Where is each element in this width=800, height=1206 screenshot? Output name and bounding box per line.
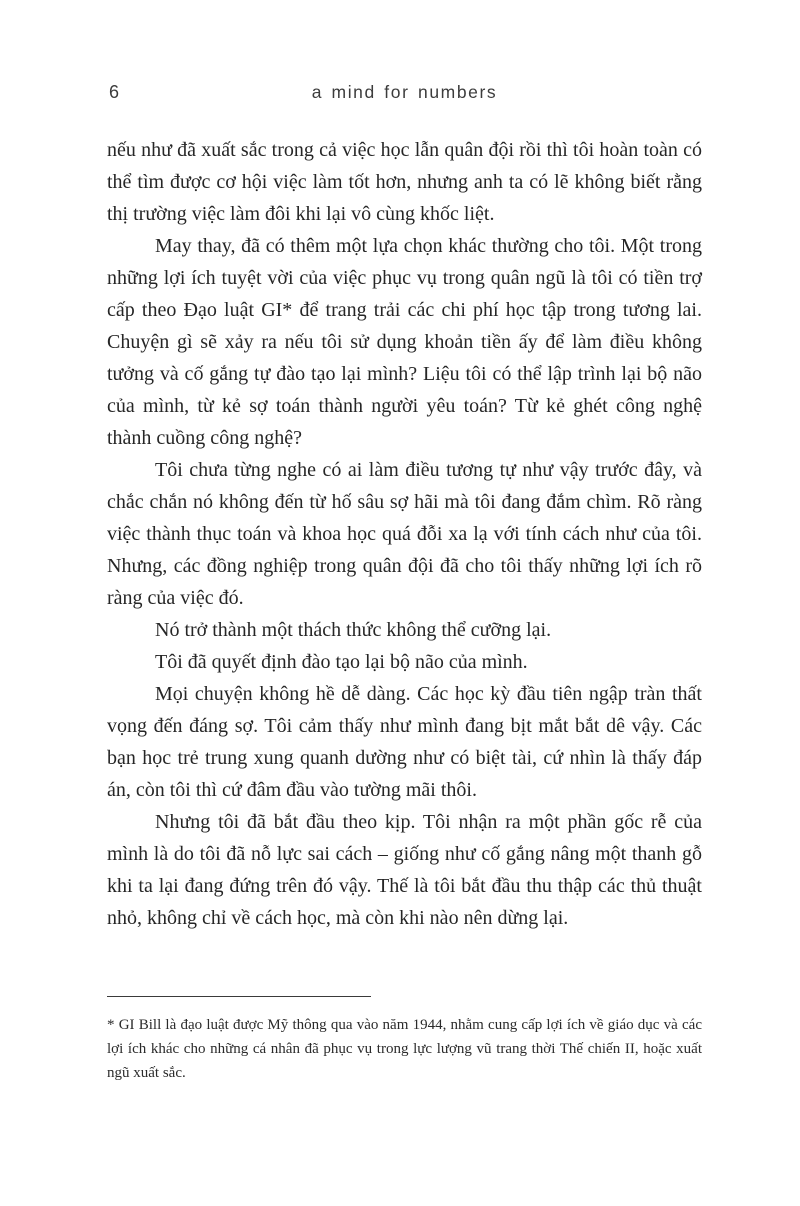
footnote-divider [107, 996, 371, 997]
body-paragraph: Mọi chuyện không hề dễ dàng. Các học kỳ đầu tiên ngập tràn thất vọng đến đáng sợ. Tôi cảm thấy như mình đang bịt mắt bắt dê vậy. Các bạn học trẻ trung xung quanh dường như có biệt tài, cứ nhìn là thấy đáp án, còn tôi thì cứ đâm đầu vào tường mãi thôi. [107, 683, 702, 801]
body-paragraph: Nhưng tôi đã bắt đầu theo kịp. Tôi nhận ra một phần gốc rễ của mình là do tôi đã nỗ lực sai cách – giống như cố gắng nâng một thanh gỗ khi ta lại đang đứng trên đó vậy. Thế là tôi bắt đầu thu thập các thủ thuật nhỏ, không chỉ về cách học, mà còn khi nào nên dừng lại. [107, 811, 702, 929]
page-body [107, 134, 702, 934]
running-title: a mind for numbers [311, 82, 498, 102]
footnote-section [107, 996, 702, 1085]
body-paragraph: Nó trở thành một thách thức không thể cưỡng lại. [155, 619, 552, 641]
body-paragraph: May thay, đã có thêm một lựa chọn khác thường cho tôi. Một trong những lợi ích tuyệt vời của việc phục vụ trong quân ngũ là tôi có tiền trợ cấp theo Đạo luật GI* để trang trải các chi phí học tập trong tương lai. Chuyện gì sẽ xảy ra nếu tôi sử dụng khoản tiền ấy để làm điều không tưởng và cố gắng tự đào tạo lại mình? Liệu tôi có thể lập trình lại bộ não của mình, từ kẻ sợ toán thành người yêu toán? Từ kẻ ghét công nghệ thành cuồng công nghệ? [107, 235, 702, 449]
page-number: 6 [109, 82, 120, 102]
page-header [107, 82, 702, 106]
body-paragraph: Tôi chưa từng nghe có ai làm điều tương tự như vậy trước đây, và chắc chắn nó không đến từ hố sâu sợ hãi mà tôi đang đắm chìm. Rõ ràng việc thành thục toán và khoa học quá đỗi xa lạ với tính cách như của tôi. Nhưng, các đồng nghiệp trong quân đội đã cho tôi thấy những lợi ích rõ ràng của việc đó. [107, 459, 702, 609]
footnote-text: * GI Bill là đạo luật được Mỹ thông qua vào năm 1944, nhằm cung cấp lợi ích về giáo dục và các lợi ích khác cho những cá nhân đã phục vụ trong lực lượng vũ trang thời Thế chiến II, hoặc xuất ngũ xuất sắc. [107, 1017, 702, 1081]
body-paragraph: nếu như đã xuất sắc trong cả việc học lẫn quân đội rồi thì tôi hoàn toàn có thể tìm được cơ hội việc làm tốt hơn, nhưng anh ta có lẽ không biết rằng thị trường việc làm đôi khi lại vô cùng khốc liệt. [107, 139, 702, 225]
body-paragraph: Tôi đã quyết định đào tạo lại bộ não của mình. [155, 651, 528, 673]
